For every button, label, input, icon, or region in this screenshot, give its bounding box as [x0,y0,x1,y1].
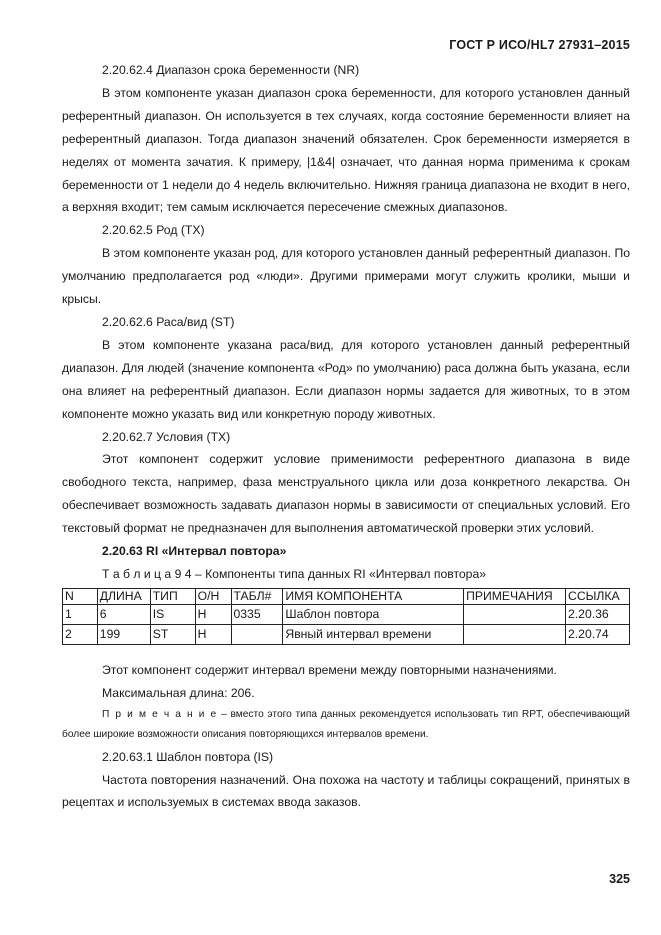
table-cell [231,624,283,644]
paragraph-conditions: Этот компонент содержит условие применимости референтного диапазона в виде свободного текста, например, фаза менструального цикла или доза конкретного лекарства. Он обеспечивает возможность задавать диапазон нормы в зависимости от специальных условий. Его текстовый формат не предназначен для выполнения автоматической проверки этих условий. [62,452,630,536]
table-header-cell: N [63,588,98,604]
table-cell: 1 [63,604,98,624]
table-header-row [63,588,630,604]
section-heading-conditions: 2.20.62.7 Условия (TX) [102,429,231,444]
table-cell: 0335 [231,604,283,624]
table-header-cell: ПРИМЕЧАНИЯ [464,588,566,604]
table-cell: 2 [63,624,98,644]
table-header-cell: ТАБЛ# [231,588,283,604]
table-caption: Т а б л и ц а 9 4 – Компоненты типа данных RI «Интервал повтора» [102,566,487,581]
section-heading-is: 2.20.63.1 Шаблон повтора (IS) [102,749,274,764]
page-content [62,59,630,814]
table-header-cell: ДЛИНА [97,588,150,604]
table-cell: Явный интервал времени [283,624,464,644]
section-heading-st: 2.20.62.6 Раса/вид (ST) [102,314,235,329]
section-heading-ri: 2.20.63 RI «Интервал повтора» [102,544,287,559]
table-row [63,624,630,644]
standard-header: ГОСТ Р ИСО/HL7 27931–2015 [449,38,630,52]
paragraph-st: В этом компоненте указана раса/вид, для которого установлен данный референтный диапазон. Для людей (значение компонента «Род» по умолчанию) раса должна быть указана, если она влияет на референтный диапазон. Если диапазон нормы задается для животных, то в этом компоненте можно указать вид или конкретную породу животных. [62,337,630,421]
section-heading-nr: 2.20.62.4 Диапазон срока беременности (NR) [102,63,360,77]
table-cell: 2.20.36 [566,604,630,624]
table-cell: Н [195,604,231,624]
table-cell: 2.20.74 [566,624,630,644]
note-text: – вместо этого типа данных рекомендуется использовать тип RPT, обеспечивающий более широкие возможности описания повторяющихся интервалов времени. [62,708,630,741]
paragraph-after-table: Этот компонент содержит интервал времени между повторными назначениями. [102,662,557,677]
table-cell: ST [150,624,195,644]
table-cell: 199 [97,624,150,644]
max-length-text: Максимальная длина: 206. [102,685,255,700]
table-header-cell: ИМЯ КОМПОНЕНТА [283,588,464,604]
note-label: П р и м е ч а н и е [102,708,218,720]
table-cell: Н [195,624,231,644]
table-cell [464,624,566,644]
section-heading-tx: 2.20.62.5 Род (TX) [102,223,205,238]
page-number: 325 [609,872,630,886]
table-cell: IS [150,604,195,624]
table-cell: 6 [97,604,150,624]
table-row [63,604,630,624]
note [62,705,630,746]
paragraph-nr: В этом компоненте указан диапазон срока беременности, для которого установлен данный референтный диапазон. Он используется в тех случаях, когда состояние беременности влияет на референтный диапазон. Тогда диапазон значений обязателен. Срок беременности измеряется в неделях от момента зачатия. К примеру, |1&4| означает, что данная норма применима к срокам беременности от 1 недели до 4 недель включительно. Нижняя граница диапазона не входит в него, а верхняя входит; тем самым исключается пересечение смежных диапазонов. [62,85,630,215]
paragraph-tx: В этом компоненте указан род, для которого установлен данный референтный диапазон. По умолчанию предполагается род «люди». Другими примерами могут служить кролики, мыши и крысы. [62,246,630,307]
components-table [62,588,630,645]
table-cell: Шаблон повтора [283,604,464,624]
table-cell [464,604,566,624]
table-header-cell: О/Н [195,588,231,604]
table-header-cell: ССЫЛКА [566,588,630,604]
paragraph-is: Частота повторения назначений. Она похожа на частоту и таблицы сокращений, принятых в рецептах и используемых в системах ввода заказов. [62,772,630,810]
table-header-cell: ТИП [150,588,195,604]
